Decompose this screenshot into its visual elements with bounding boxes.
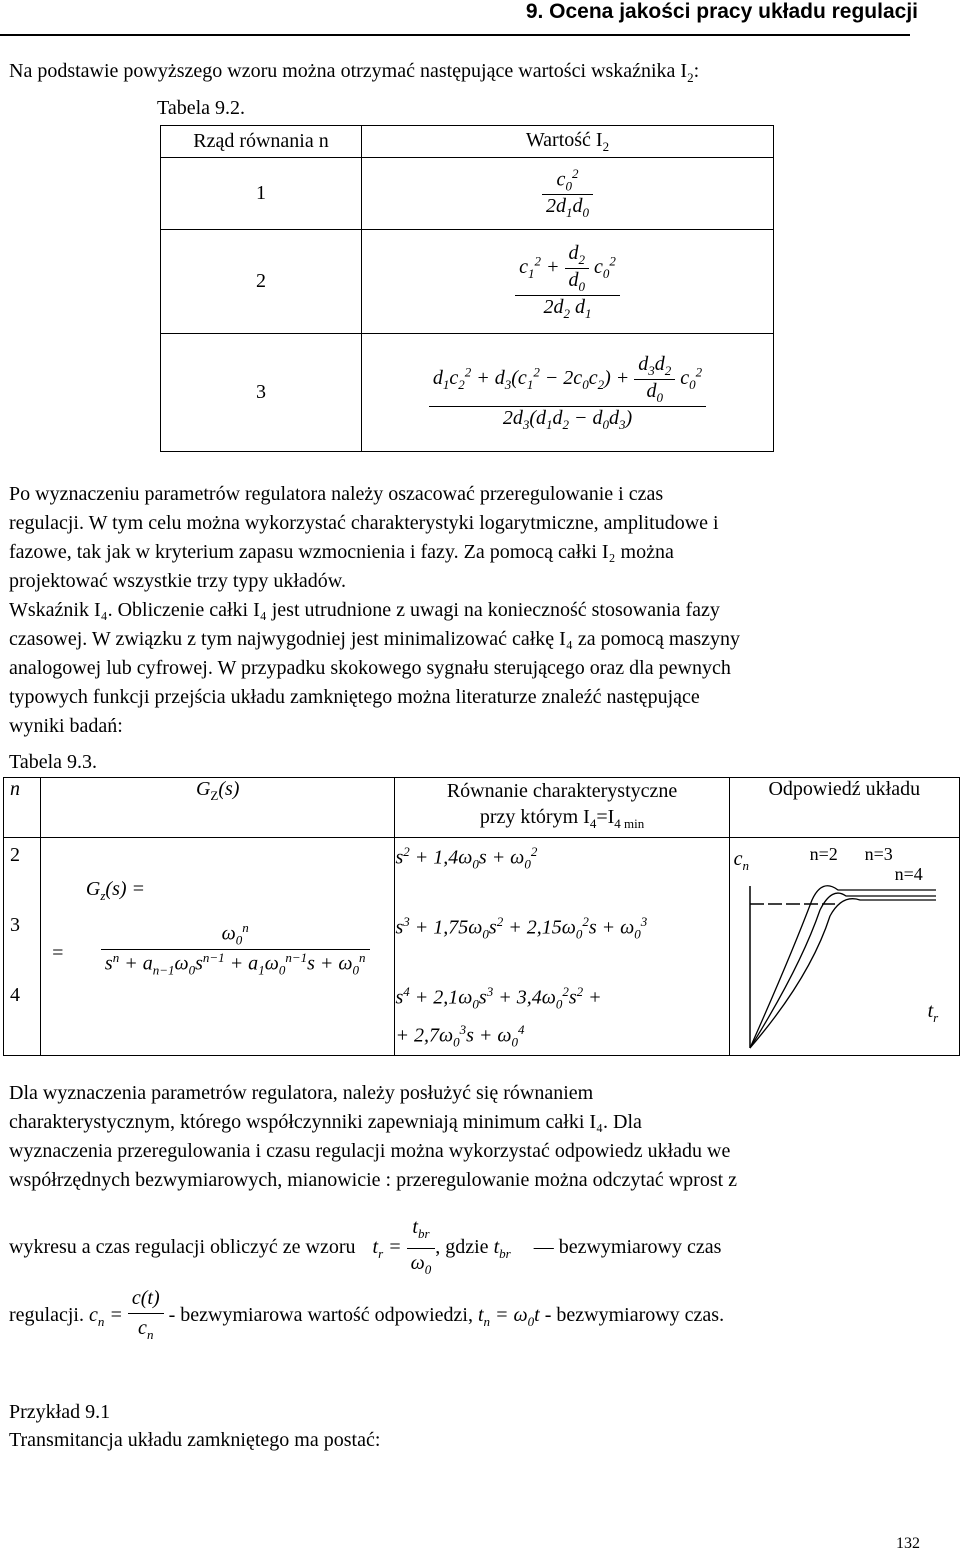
p1-line3: fazowe, tak jak w kryterium zapasu wzmocnienia i fazy. Za pomocą całki I₂ można <box>9 541 674 563</box>
eq-n4a: $s^4 + 2,1\omega_0s^3 + 3,4\omega_0^2s^2$ + <box>395 984 602 1012</box>
h-eq-line1: Równanie charakterystyczne <box>446 780 678 802</box>
table93-gz-formula <box>40 838 395 1056</box>
eq-n4b: + $2,7\omega_0^3s + \omega_0^4$ <box>395 1022 525 1050</box>
h-eq2-sub2: 4 min <box>614 816 645 831</box>
formula-tn: $t_n = \omega_0t$ <box>477 1304 540 1330</box>
table92 <box>160 125 774 452</box>
page-number: 132 <box>896 1535 920 1552</box>
curve-n2 <box>750 886 939 1048</box>
col2-header-sub: 2 <box>602 138 610 154</box>
curve-n4 <box>750 899 939 1048</box>
gz-fraction: $\frac{\omega_0^n}{s^n + a_{n-1}\omega_0s^{n-1} + a_1\omega_0^{n-1}s + \omega_0^n}$ <box>101 920 370 978</box>
h-gz-text: G <box>195 778 211 800</box>
table92-col1-header <box>161 126 362 158</box>
p3-line1: Dla wyznaczenia parametrów regulatora, należy posłużyć się równaniem <box>9 1082 594 1104</box>
wykres-text-a: wykresu a czas regulacji obliczyć ze wzoru <box>9 1236 356 1259</box>
line-wykres <box>9 1213 721 1284</box>
table93-eq-col <box>395 838 729 1056</box>
formula-tbr: $t_{br}$ <box>493 1236 511 1262</box>
intro-sub: 2 <box>687 70 694 85</box>
formula-n3: $d_1c_2^2 + d_3(c_1^2 - 2c_0c_2)$ + $\frac{d_3d_2}{d_0}$ $c_0^2$ $2d_3(d_1d_2 - d_0d_3)$ <box>429 353 706 433</box>
plot-label-n3: n=3 <box>864 844 893 864</box>
intro-end: : <box>693 60 700 82</box>
table92-caption: Tabela 9.2. <box>157 97 246 119</box>
p1-line1: Po wyznaczeniu parametrów regulatora należy oszacować przeregulowanie i czas <box>9 483 664 505</box>
table93-resp-plot <box>729 838 959 1056</box>
table92-row1-n: 1 <box>161 158 362 230</box>
wykres-text-b: , gdzie <box>435 1236 489 1259</box>
h-eq2-text: przy którym I <box>479 806 590 828</box>
p2-line4: typowych funkcji przejścia układu zamkniętego można literaturze znaleźć następujące <box>9 686 700 708</box>
table92-row2-formula <box>362 230 774 334</box>
formula-cn: $c_n$ = $\frac{c(t)}{c_n}$ <box>89 1304 164 1326</box>
table93-h-gz <box>40 778 395 838</box>
h-eq2-sub1: 4 <box>589 816 597 831</box>
h-eq2-mid: =I <box>596 806 615 828</box>
table93-caption: Tabela 9.3. <box>9 751 98 773</box>
intro-text <box>9 57 948 92</box>
h-gz-sub: Z <box>210 788 219 803</box>
chapter-header: 9. Ocena jakości pracy układu regulacji <box>525 0 918 23</box>
example-text: Transmitancja układu zamkniętego ma postać: <box>9 1429 381 1451</box>
wykres-text-c: bezwymiarowy czas <box>558 1236 722 1259</box>
p3-line3: wyznaczenia przeregulowania i czasu regulacji można wykorzystać odpowiedz układu we <box>9 1140 731 1162</box>
eq-n2: $s^2 + 1,4\omega_0s + \omega_0^2$ <box>395 844 538 872</box>
p3-line4: współrzędnych bezwymiarowych, mianowicie : przeregulowanie można odczytać wprost z <box>9 1169 738 1191</box>
response-plot-svg <box>730 838 960 1056</box>
reg-text-c: - bezwymiarowy czas. <box>544 1304 725 1327</box>
gz-lhs: $G_z(s)$ = <box>85 878 146 903</box>
p2-line1: Wskaźnik I₄. Obliczenie całki I₄ jest utrudnione z uwagi na konieczność stosowania fazy <box>9 599 720 621</box>
paragraph-3 <box>9 1079 948 1195</box>
plot-label-tr <box>928 1000 939 1026</box>
col1-header-text: Rząd równania n <box>193 130 329 152</box>
table92-row3-formula <box>362 334 774 452</box>
tr-sub: r <box>933 1010 939 1025</box>
line-regulacji <box>9 1284 724 1349</box>
n-val-3: 3 <box>10 914 20 936</box>
n-val-4: 4 <box>10 984 20 1006</box>
curve-n3 <box>750 893 939 1048</box>
p1-line2: regulacji. W tym celu można wykorzystać charakterystyki logarytmiczne, amplitudowe i <box>9 512 719 534</box>
table93-n-col <box>4 838 41 1056</box>
cn-sub: n <box>742 858 749 873</box>
table92-row3-n: 3 <box>161 334 362 452</box>
p2-line5: wyniki badań: <box>9 715 123 737</box>
intro-main: Na podstawie powyższego wzoru można otrzymać następujące wartości wskaźnika I <box>9 60 688 82</box>
h-gz-arg: (s) <box>218 778 240 800</box>
paragraph-2 <box>9 596 948 741</box>
table92-row1-formula <box>362 158 774 230</box>
n-val-2: 2 <box>10 844 20 866</box>
tr-text: t <box>927 1000 934 1022</box>
reg-text-b: - bezwymiarowa wartość odpowiedzi, <box>168 1304 473 1327</box>
table93 <box>3 777 960 1056</box>
p2-line2: czasowej. W związku z tym najwygodniej jest minimalizować całkę I₄ za pomocą maszyny <box>9 628 740 650</box>
eq-n3: $s^3 + 1,75\omega_0s^2 + 2,15\omega_0^2s + \omega_0^3$ <box>395 914 648 942</box>
table93-h-eq <box>395 778 729 838</box>
example-title: Przykład 9.1 <box>9 1401 111 1423</box>
paragraph-1 <box>9 480 948 596</box>
h-n-text: n <box>10 778 20 800</box>
col2-header-text: Wartość I <box>525 128 603 151</box>
dash-1: — <box>533 1236 554 1259</box>
header-rule <box>0 34 910 36</box>
p3-line2: charakterystycznym, którego współczynniki zapewniają minimum całki I₄. Dla <box>9 1111 642 1133</box>
plot-label-cn <box>734 848 749 874</box>
plot-label-n4: n=4 <box>894 864 923 884</box>
p2-line3: analogowej lub cyfrowej. W przypadku skokowego sygnału sterującego oraz dla pewnych <box>9 657 731 679</box>
table92-row2-n: 2 <box>161 230 362 334</box>
formula-n2: $c_1^2$ + $\frac{d_2}{d_0}$ $c_0^2$ $2d_2$ $d_1$ <box>515 242 620 322</box>
table93-h-n <box>4 778 41 838</box>
table93-h-resp: Odpowiedź układu <box>729 778 959 838</box>
cn-text: c <box>733 848 743 870</box>
formula-tr: $t_r$ = $\frac{t_{br}}{\omega_0}$ <box>373 1236 436 1258</box>
p1-line4: projektować wszystkie trzy typy układów. <box>9 570 346 592</box>
plot-label-n2: n=2 <box>809 844 838 864</box>
reg-text-a: regulacji. <box>9 1304 84 1327</box>
table92-col2-header <box>362 126 774 158</box>
gz-equals: = <box>50 942 65 964</box>
formula-n1: $\frac{c_0^2}{2d_1d_0}$ <box>542 166 593 222</box>
h-eq-line2 <box>395 804 728 837</box>
